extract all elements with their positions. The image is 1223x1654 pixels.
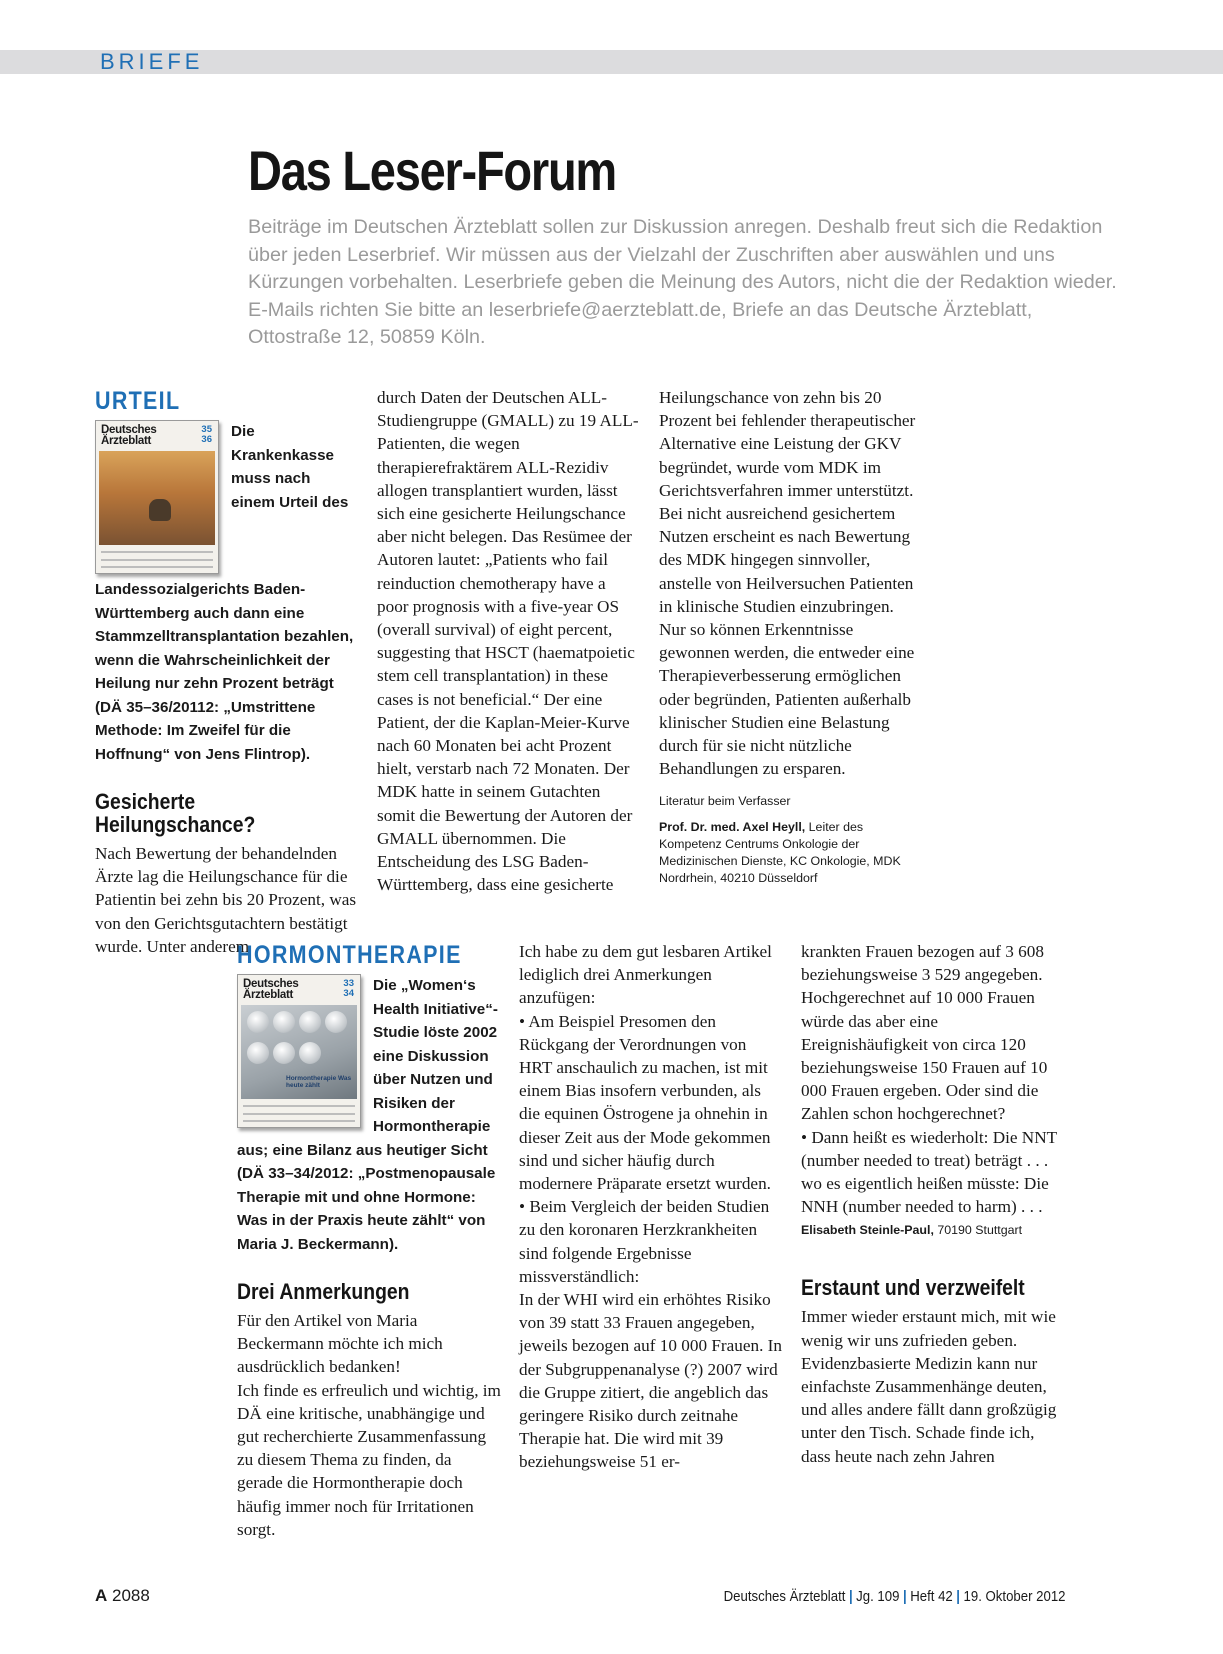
journal-cover-image: [95, 420, 219, 574]
footer-volume: Jg. 109: [856, 1588, 900, 1605]
hormon-column-2: [519, 940, 783, 1474]
soldier-figure-icon: [149, 499, 171, 521]
hormon-letter1-author-name: Elisabeth Steinle-Paul,: [801, 1223, 934, 1238]
hormon-letter1-title: Drei Anmerkungen: [237, 1279, 410, 1304]
urteil-author-affiliation: Leiter des Kompetenz Centrums Onkologie der Medizinischen Dienste, KC Onkologie, MDK Nordrhein, 40210 Düsseldorf: [659, 820, 901, 886]
cover-issue-2: 34: [343, 988, 354, 999]
page-number-value: 2088: [112, 1586, 150, 1605]
cover-brand-1: Deutsches: [101, 424, 157, 436]
urteil-body-col1: Nach Bewertung der behandelnden Ärzte lag die Heilungschance für die Patientin bei zehn bis 20 Prozent, was von den Gerichtsgutachtern bestätigt wurde. Unter anderem: [95, 844, 357, 956]
urteil-column-2: [377, 386, 639, 896]
urteil-lead-block: [95, 420, 357, 766]
footer-citation: Deutsches Ärzteblatt | Jg. 109 | Heft 42 | 19. Oktober 2012: [724, 1588, 1066, 1605]
hormon-letter2-body: Immer wieder erstaunt mich, mit wie wenig wir uns zufrieden geben. Evidenzbasierte Medizin kann nur einfachste Zusammenhänge deuten, und alles andere fällt dann großzügig unter den Tisch. Schade finde ich, dass heute nach zehn Jahren: [801, 1307, 1057, 1466]
hormon-kicker: HORMONTHERAPIE: [237, 941, 462, 969]
urteil-column-1: [95, 386, 357, 958]
cover-brand-2: Ärzteblatt: [101, 435, 152, 447]
literature-note: Literatur beim Verfasser: [659, 794, 791, 809]
hormon-letter1-author-city: 70190 Stuttgart: [933, 1223, 1023, 1238]
intro-text: Beiträge im Deutschen Ärzteblatt sollen zur Diskussion anregen. Deshalb freut sich die Redaktion über jeden Leserbrief. Wir müssen aus der Vielzahl der Zuschriften aber auswählen und uns Kürzungen vorbehalten. Leserbriefe geben die Meinung des Autors, nicht die der Redaktion wieder. E-Mails richten Sie bitte an leserbriefe@aerzteblatt.de, Briefe an das Deutsche Ärzteblatt, Ottostraße 12, 50859 Köln.: [248, 216, 1117, 348]
page-number: [95, 1586, 150, 1606]
section-label: BRIEFE: [100, 49, 204, 74]
hormon-lead: Die „Women‘s Health Initiative“-Studie löste 2002 eine Diskussion über Nutzen und Risiken der Hormontherapie aus; eine Bilanz aus heutiger Sicht (DÄ 33–34/2012: „Postmenopausale Therapie mit und ohne Hormone: Was in der Praxis heute zählt“ von Maria J. Beckermann).: [237, 977, 498, 1253]
page-title: Das Leser-Forum: [248, 139, 616, 202]
pill-icon: [247, 1042, 269, 1064]
pill-icon: [273, 1042, 295, 1064]
cover-brand-2: Ärzteblatt: [243, 989, 294, 1001]
cover-issue-2: 36: [201, 434, 212, 445]
urteil-kicker: URTEIL: [95, 387, 181, 415]
cover-caption: Hormontherapie Was heute zählt: [286, 1075, 352, 1089]
pill-icon: [247, 1011, 269, 1033]
cover-issue-1: 35: [201, 424, 212, 435]
hormon-column-3: [801, 940, 1065, 1468]
cover-photo-desert: [99, 451, 215, 545]
urteil-column-3: [659, 386, 923, 887]
urteil-cover-wrap: [95, 420, 219, 574]
urteil-author: [659, 819, 923, 887]
footer-date: 19. Oktober 2012: [963, 1588, 1066, 1605]
cover-brand-1: Deutsches: [243, 978, 299, 990]
page-letter: A: [95, 1586, 108, 1605]
footer-journal: Deutsches Ärzteblatt: [724, 1588, 846, 1605]
pill-icon: [299, 1042, 321, 1064]
urteil-body-col3: Heilungschance von zehn bis 20 Prozent bei fehlender therapeutischer Alternative eine Leistung der GKV begründet, wurde vom MDK im Gerichtsverfahren immer unterstützt. Bei nicht ausreichend gesichertem Nutzen erscheint es nach Bewertung des MDK hingegen sinnvoller, anstelle von Heilversuchen Patienten in klinische Studien einzubringen. Nur so können Erkenntnisse gewonnen werden, die entweder eine Therapieverbesserung ermöglichen oder begründen, Patienten außerhalb klinischer Studien eine Belastung durch für sie nicht nützliche Behandlungen zu ersparen.: [659, 388, 916, 779]
urteil-body-col2: durch Daten der Deutschen ALL-Studiengruppe (GMALL) zu 19 ALL-Patienten, die wegen therapierefraktärem ALL-Rezidiv allogen transplantiert wurden, lässt sich eine gesicherte Heilungschance aber nicht belegen. Das Resümee der Autoren lautet: „Patients who fail reinduction chemotherapy have a poor prognosis with a five-year OS (overall survival) of eight percent, suggesting that HSCT (haematpoietic stem cell transplantation) in these cases is not beneficial.“ Der eine Patient, der die Kaplan-Meier-Kurve nach 60 Monaten bei acht Prozent hielt, verstarb nach 72 Monaten. Der MDK hatte in seinem Gutachten somit die Bewertung der Autoren der GMALL übernommen. Die Entscheidung des LSG Baden-Württemberg, dass eine gesicherte: [377, 388, 639, 895]
hormon-letter1-col3: krankten Frauen bezogen auf 3 608 beziehungsweise 3 529 angegeben. Hochgerechnet auf 10 000 Frauen würde das aber eine Ereignishäufigkeit von circa 120 beziehungsweise 150 Frauen auf 10 000 Frauen ergeben. Oder sind die Zahlen schon hochgerechnet? • Dann heißt es wiederholt: Die NNT (number needed to treat) beträgt . . . wo es eigentlich heißen müsste: Die NNH (number needed to harm) . . .: [801, 942, 1057, 1217]
journal-cover-image: [237, 974, 361, 1128]
hormon-letter2-title: Erstaunt und verzweifelt: [801, 1275, 1025, 1301]
hormon-lead-block: [237, 974, 501, 1256]
urteil-author-name: Prof. Dr. med. Axel Heyll,: [659, 820, 806, 835]
hormon-cover-wrap: [237, 974, 361, 1128]
urteil-letter-title: Gesicherte Heilungschance?: [95, 789, 256, 837]
hormon-letter1-col1: Für den Artikel von Maria Beckermann möchte ich mich ausdrücklich bedanken! Ich finde es erfreulich und wichtig, im DÄ eine kritische, unabhängige und gut recherchierte Zusammenfassung zu diesem Thema zu finden, da gerade die Hormontherapie doch häufig immer noch für Irritationen sorgt.: [237, 1311, 501, 1539]
hormon-letter1-author: [801, 1222, 1065, 1239]
pill-icon: [325, 1011, 347, 1033]
urteil-lead: Die Krankenkasse muss nach einem Urteil des Landessozialgerichts Baden-Württemberg auch dann eine Stammzelltransplantation bezahlen, wenn die Wahrscheinlichkeit der Heilung nur zehn Prozent beträgt (DÄ 35–36/20112: „Umstrittene Methode: Im Zweifel für die Hoffnung“ von Jens Flintrop).: [95, 423, 354, 763]
footer-issue: Heft 42: [910, 1588, 954, 1605]
cover-issue-1: 33: [343, 978, 354, 989]
hormon-column-1: [237, 940, 501, 1541]
pill-icon: [273, 1011, 295, 1033]
hormon-letter1-col2: Ich habe zu dem gut lesbaren Artikel lediglich drei Anmerkungen anzufügen: • Am Beispiel Presomen den Rückgang der Verordnungen von HRT anschaulich zu machen, ist mit einem Bias insofern verbunden, als die equinen Östrogene ja ohnehin in dieser Zeit aus der Mode gekommen sind und sicher häufig durch modernere Präparate ersetzt wurden. • Beim Vergleich der beiden Studien zu den koronaren Herzkrankheiten sind folgende Ergebnisse missverständlich: In der WHI wird ein erhöhtes Risiko von 39 statt 33 Frauen angegeben, jeweils bezogen auf 10 000 Frauen. In der Subgruppenanalyse (?) 2007 wird die Gruppe zitiert, die angeblich das geringere Risiko durch zeitnahe Therapie hat. Die wird mit 39 beziehungsweise 51 er-: [519, 942, 782, 1472]
pill-icon: [299, 1011, 321, 1033]
